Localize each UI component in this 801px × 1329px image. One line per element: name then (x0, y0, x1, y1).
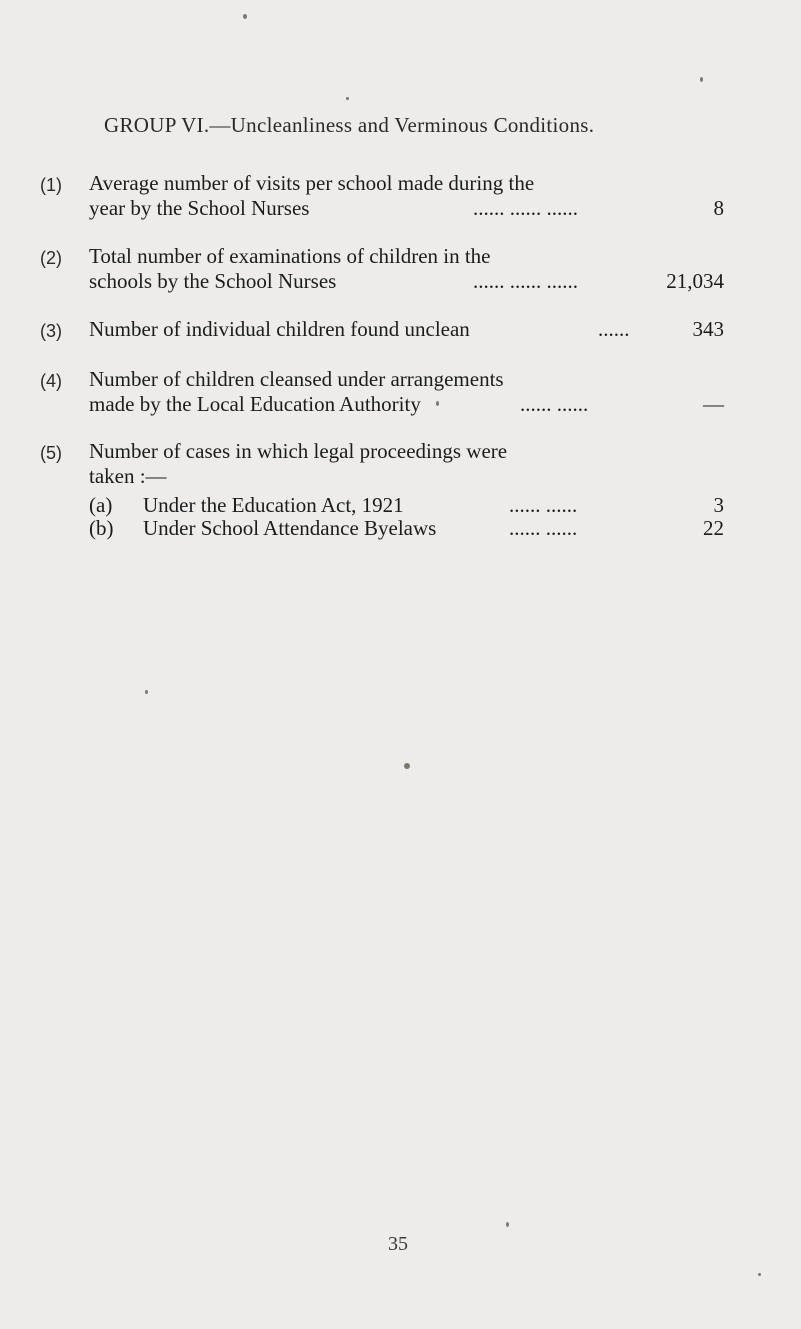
list-item (0, 367, 801, 417)
paper-speck (506, 1222, 509, 1227)
list-item (0, 439, 801, 489)
item-line: taken :— (89, 464, 167, 488)
paper-speck (436, 401, 439, 406)
item-line-text: made by the Local Education Authority (89, 392, 421, 416)
leader-dots: ...... ...... (509, 493, 578, 517)
item-text (89, 317, 629, 342)
item-line-text: Number of individual children found unclean (89, 317, 470, 341)
item-line-text: schools by the School Nurses (89, 269, 337, 293)
list-item (0, 317, 801, 342)
item-text (89, 439, 629, 489)
item-line: Number of children cleansed under arrangements (89, 367, 504, 391)
paper-speck (700, 77, 703, 82)
sub-item-value: 3 (713, 493, 724, 517)
list-item (0, 171, 801, 221)
item-text (89, 171, 629, 221)
item-line: Average number of visits per school made during the (89, 171, 535, 195)
list-item (0, 244, 801, 294)
item-line: Number of cases in which legal proceedings were (89, 439, 508, 463)
item-number: (2) (40, 248, 62, 268)
item-line (89, 392, 629, 417)
page-title: GROUP VI.—Uncleanliness and Verminous Conditions. (104, 113, 595, 137)
paper-speck (243, 14, 247, 19)
item-line (89, 196, 629, 221)
paper-speck (758, 1273, 761, 1276)
sub-item-text: Under the Education Act, 1921 (143, 493, 404, 517)
leader-dots: ...... ...... ...... (473, 269, 578, 293)
sub-item (0, 493, 801, 518)
paper-speck (145, 690, 148, 694)
leader-dots: ...... (598, 317, 630, 341)
sub-item-value: 22 (703, 516, 724, 540)
item-line-text: year by the School Nurses (89, 196, 310, 220)
paper-speck (346, 97, 349, 100)
item-value: 343 (692, 317, 724, 341)
sub-item-text: Under School Attendance Byelaws (143, 516, 437, 540)
item-value: 21,034 (666, 269, 724, 293)
paper-speck (404, 763, 410, 769)
item-text (89, 367, 629, 417)
item-line: Total number of examinations of children in the (89, 244, 491, 268)
item-number: (3) (40, 321, 62, 341)
leader-dots: ...... ...... (509, 516, 578, 540)
sub-item-label: (a) (89, 493, 113, 517)
leader-dots: ...... ...... ...... (473, 196, 578, 220)
item-value: — (703, 392, 724, 416)
sub-item (0, 516, 801, 541)
page-number: 35 (388, 1233, 408, 1255)
leader-dots: ...... ...... (520, 392, 589, 416)
item-value: 8 (713, 196, 724, 220)
item-line (89, 317, 629, 342)
item-number: (4) (40, 371, 62, 391)
item-line (89, 269, 629, 294)
item-number: (1) (40, 175, 62, 195)
item-number: (5) (40, 443, 62, 463)
sub-item-label: (b) (89, 516, 114, 540)
item-text (89, 244, 629, 294)
